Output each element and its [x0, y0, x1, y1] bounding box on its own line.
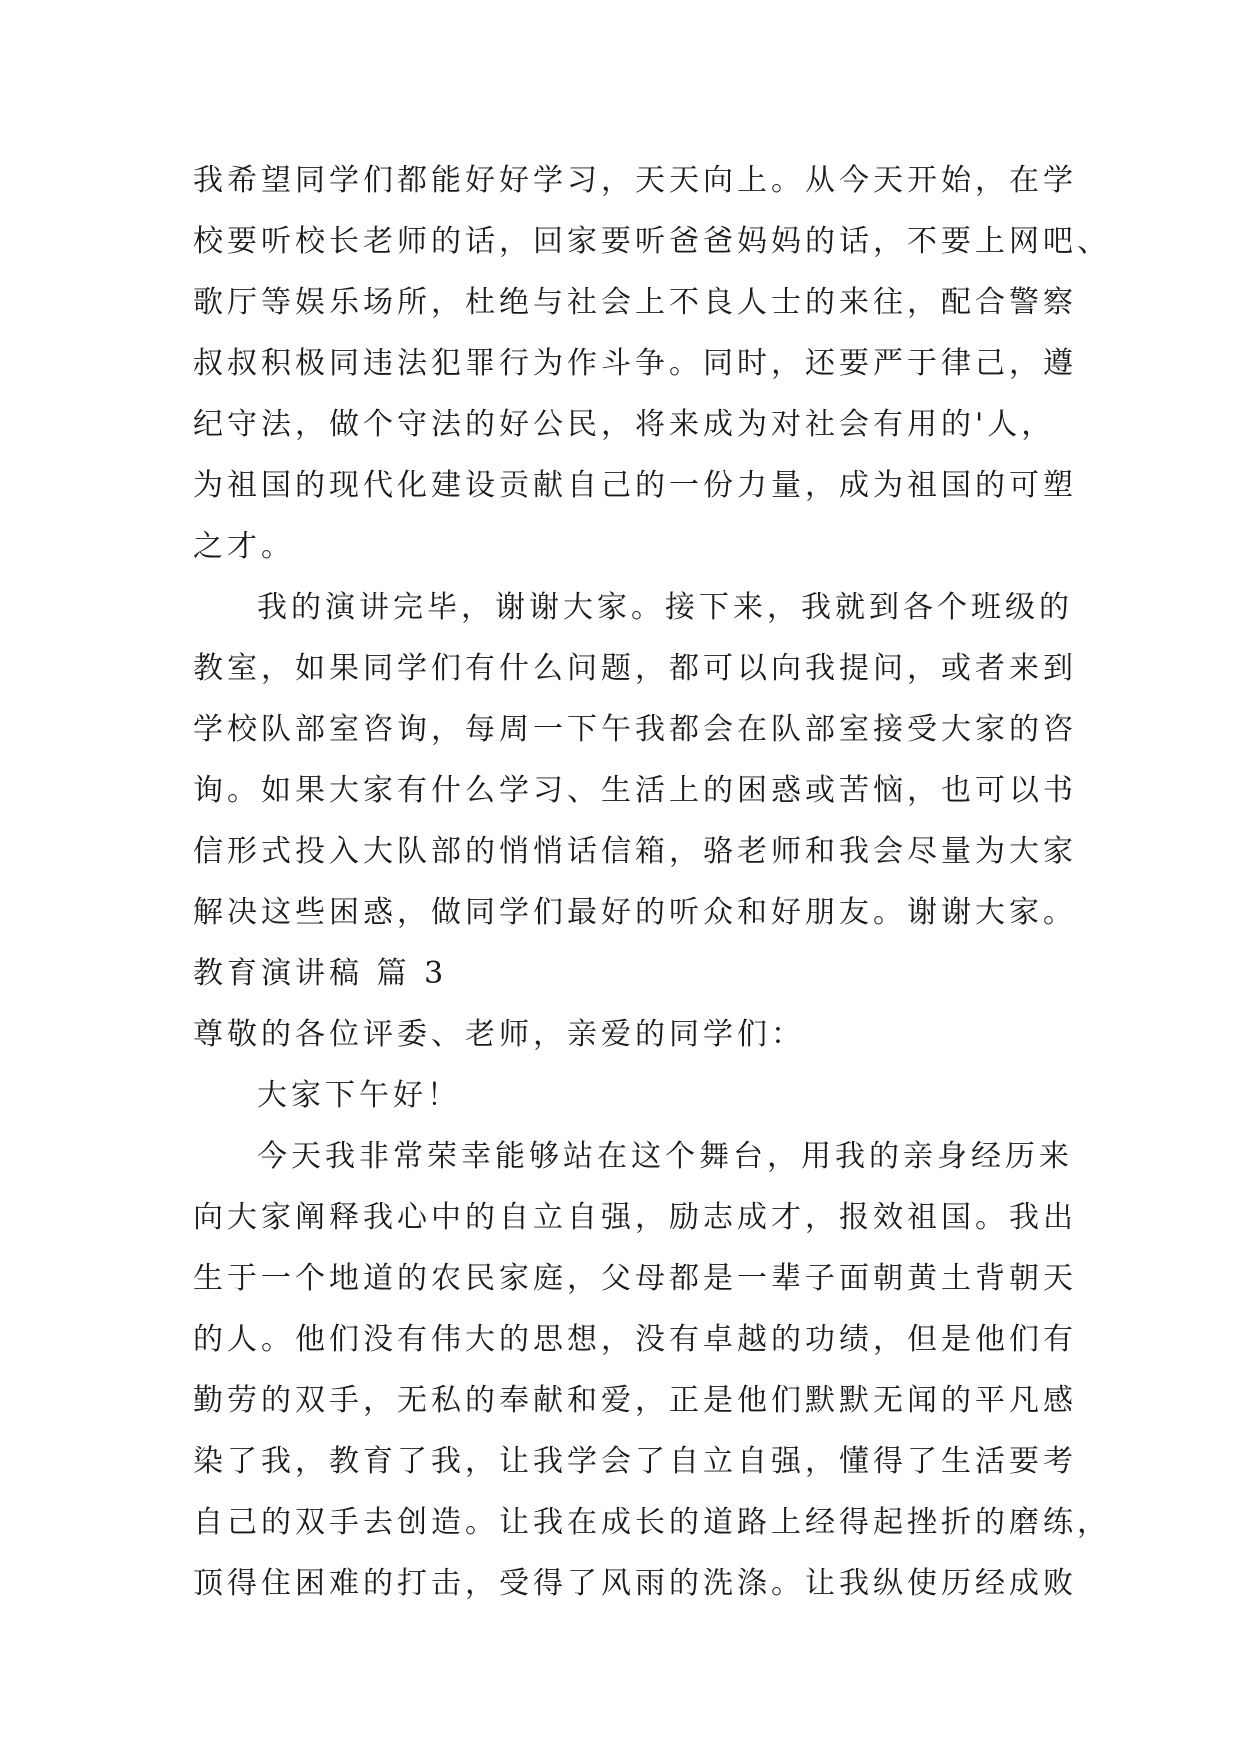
text-line: 为祖国的现代化建设贡献自己的一份力量，成为祖国的可塑: [193, 468, 1077, 503]
salutation: 尊敬的各位评委、老师，亲爱的同学们：: [193, 1017, 805, 1052]
text-line: 染了我，教育了我，让我学会了自立自强，懂得了生活要考: [193, 1444, 1077, 1479]
text-line: 我的演讲完毕，谢谢大家。接下来，我就到各个班级的: [257, 590, 1073, 625]
text-line: 自己的双手去创造。让我在成长的道路上经得起挫折的磨练，: [193, 1505, 1111, 1540]
text-line: 歌厅等娱乐场所，杜绝与社会上不良人士的来往，配合警察: [193, 285, 1077, 320]
text-line: 之才。: [193, 529, 295, 564]
document-body: [193, 150, 1111, 1614]
text-line: 叔叔积极同违法犯罪行为作斗争。同时，还要严于律己，遵: [193, 346, 1077, 381]
text-line: 纪守法，做个守法的好公民，将来成为对社会有用的'人，: [193, 407, 1056, 442]
text-line: 教室，如果同学们有什么问题，都可以向我提问，或者来到: [193, 651, 1077, 686]
text-line: 解决这些困惑，做同学们最好的听众和好朋友。谢谢大家。: [193, 895, 1077, 930]
text-line: 的人。他们没有伟大的思想，没有卓越的功绩，但是他们有: [193, 1322, 1077, 1357]
text-line: 信形式投入大队部的悄悄话信箱，骆老师和我会尽量为大家: [193, 834, 1077, 869]
text-line: 我希望同学们都能好好学习，天天向上。从今天开始，在学: [193, 163, 1077, 198]
text-line: 询。如果大家有什么学习、生活上的困惑或苦恼，也可以书: [193, 773, 1077, 808]
greeting: 大家下午好！: [257, 1078, 461, 1113]
text-line: 向大家阐释我心中的自立自强，励志成才，报效祖国。我出: [193, 1200, 1077, 1235]
text-line: 学校队部室咨询，每周一下午我都会在队部室接受大家的咨: [193, 712, 1077, 747]
text-line: 生于一个地道的农民家庭，父母都是一辈子面朝黄土背朝天: [193, 1261, 1077, 1296]
text-line: 校要听校长老师的话，回家要听爸爸妈妈的话，不要上网吧、: [193, 224, 1111, 259]
text-line: 勤劳的双手，无私的奉献和爱，正是他们默默无闻的平凡感: [193, 1383, 1077, 1418]
section-heading: 教育演讲稿 篇 3: [193, 956, 448, 991]
text-line: 顶得住困难的打击，受得了风雨的洗涤。让我纵使历经成败: [193, 1566, 1077, 1601]
text-line: 今天我非常荣幸能够站在这个舞台，用我的亲身经历来: [257, 1139, 1073, 1174]
